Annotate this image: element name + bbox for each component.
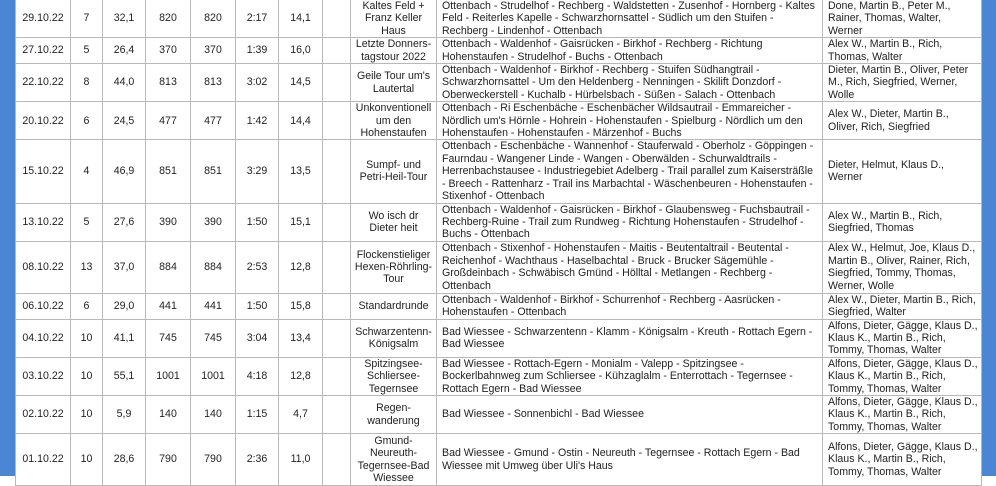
route-cell: Bad Wiessee - Rottach-Egern - Monialm - Valepp - Spitzingsee - Bockerlbahnweg zum Schliersee - Kühzaglalm - Enterrottach - Tegernsee - Rottach Egern - Bad Wiessee — [437, 357, 823, 395]
duration-cell: 3:29 — [236, 140, 279, 203]
ascent-cell: 745 — [146, 319, 191, 357]
duration-cell: 1:50 — [236, 293, 279, 319]
speed-cell: 16,0 — [279, 38, 323, 64]
table-row — [16, 140, 982, 203]
ascent-cell: 884 — [146, 241, 191, 293]
descent-cell: 1001 — [191, 357, 236, 395]
empty-cell — [323, 357, 351, 395]
table-row — [16, 395, 982, 433]
distance-cell: 24,5 — [103, 102, 146, 140]
speed-cell: 14,4 — [279, 102, 323, 140]
route-cell: Bad Wiessee - Schwarzentenn - Klamm - Königsalm - Kreuth - Rottach Egern - Bad Wiessee — [437, 319, 823, 357]
tour-name-cell: Letzte Donners-tagstour 2022 — [351, 38, 437, 64]
distance-cell: 46,9 — [103, 140, 146, 203]
date-cell: 22.10.22 — [16, 64, 71, 102]
descent-cell: 813 — [191, 64, 236, 102]
ascent-cell: 370 — [146, 38, 191, 64]
descent-cell: 441 — [191, 293, 236, 319]
participants-cell: Alex W., Helmut, Joe, Klaus D., Martin B., Oliver, Rainer, Rich, Siegfried, Tommy, Thomas, Werner, Wolle — [823, 241, 982, 293]
empty-cell — [323, 203, 351, 241]
table-row — [16, 357, 982, 395]
tour-name-cell: Sumpf- und Petri-Heil-Tour — [351, 140, 437, 203]
participant-count-cell: 10 — [71, 395, 103, 433]
duration-cell: 4:18 — [236, 357, 279, 395]
table-row — [16, 241, 982, 293]
tour-name-cell: Standardrunde — [351, 293, 437, 319]
empty-cell — [323, 38, 351, 64]
empty-cell — [323, 102, 351, 140]
date-cell: 01.10.22 — [16, 434, 71, 486]
participant-count-cell: 13 — [71, 241, 103, 293]
table-row — [16, 434, 982, 486]
left-blue-border — [0, 0, 15, 476]
tour-name-cell: Kaltes Feld + Franz Keller Haus — [351, 0, 437, 38]
speed-cell: 4,7 — [279, 395, 323, 433]
duration-cell: 1:50 — [236, 203, 279, 241]
participant-count-cell: 10 — [71, 357, 103, 395]
participant-count-cell: 10 — [71, 319, 103, 357]
ascent-cell: 820 — [146, 0, 191, 38]
table-row — [16, 0, 982, 38]
empty-cell — [323, 64, 351, 102]
empty-cell — [323, 241, 351, 293]
route-cell: Ottenbach - Waldenhof - Gaisrücken - Birkhof - Rechberg - Richtung Hohenstaufen - Strudelhof - Buchs - Ottenbach — [437, 38, 823, 64]
route-cell: Ottenbach - Eschenbäche - Wannenhof - Stauferwald - Oberholz - Göppingen - Faurndau - Wangener Linde - Wangen - Oberwälden - Schurwaldtrails - Herrenbachstausee - Industriegebiet Adelberg - Trail parallel zum Kaisersträßle - Breech - Rattenharz - Trail ins Marbachtal - Wäschenbeuren - Hohenstaufen - Stixenhof - Ottenbach — [437, 140, 823, 203]
participant-count-cell: 8 — [71, 64, 103, 102]
tour-name-cell: Regen-wanderung — [351, 395, 437, 433]
descent-cell: 790 — [191, 434, 236, 486]
distance-cell: 32,1 — [103, 0, 146, 38]
distance-cell: 27,6 — [103, 203, 146, 241]
empty-cell — [323, 319, 351, 357]
ascent-cell: 390 — [146, 203, 191, 241]
participant-count-cell: 4 — [71, 140, 103, 203]
empty-cell — [323, 140, 351, 203]
date-cell: 06.10.22 — [16, 293, 71, 319]
table-row — [16, 102, 982, 140]
speed-cell: 13,4 — [279, 319, 323, 357]
ascent-cell: 140 — [146, 395, 191, 433]
route-cell: Ottenbach - Waldenhof - Birkhof - Schurrenhof - Rechberg - Aasrücken - Hohenstaufen - Ottenbach — [437, 293, 823, 319]
ascent-cell: 477 — [146, 102, 191, 140]
duration-cell: 2:36 — [236, 434, 279, 486]
participants-cell: Alfons, Dieter, Gägge, Klaus D., Klaus K., Martin B., Rich, Tommy, Thomas, Walter — [823, 395, 982, 433]
distance-cell: 5,9 — [103, 395, 146, 433]
tour-name-cell: Flockenstieliger Hexen-Röhrling-Tour — [351, 241, 437, 293]
table-row — [16, 319, 982, 357]
descent-cell: 820 — [191, 0, 236, 38]
tour-name-cell: Unkonventionell um den Hohenstaufen — [351, 102, 437, 140]
descent-cell: 477 — [191, 102, 236, 140]
distance-cell: 26,4 — [103, 38, 146, 64]
route-cell: Ottenbach - Stixenhof - Hohenstaufen - Maitis - Beutentaltrail - Beutental - Reichenhof - Wachthaus - Haselbachtal - Bruck - Brucker Sägemühle - Großdeinbach - Schwäbisch Gmünd - Hölltal - Metlangen - Rechberg - Ottenbach — [437, 241, 823, 293]
participants-cell: Alex W., Dieter, Martin B., Oliver, Rich, Siegfried — [823, 102, 982, 140]
descent-cell: 884 — [191, 241, 236, 293]
participant-count-cell: 5 — [71, 203, 103, 241]
date-cell: 29.10.22 — [16, 0, 71, 38]
table-row — [16, 203, 982, 241]
speed-cell: 12,8 — [279, 241, 323, 293]
route-cell: Ottenbach - Strudelhof - Rechberg - Waldstetten - Zusenhof - Hornberg - Kaltes Feld - Reiterles Kapelle - Schwarzhornsattel - Südlich um den Stuifen - Rechberg - Lindenhof - Ottenbach — [437, 0, 823, 38]
distance-cell: 28,6 — [103, 434, 146, 486]
participant-count-cell: 10 — [71, 434, 103, 486]
distance-cell: 29,0 — [103, 293, 146, 319]
participants-cell: Alex W., Martin B., Rich, Thomas, Walter — [823, 38, 982, 64]
participant-count-cell: 5 — [71, 38, 103, 64]
speed-cell: 12,8 — [279, 357, 323, 395]
ascent-cell: 1001 — [146, 357, 191, 395]
participants-cell: Done, Martin B., Peter M., Rainer, Thomas, Walter, Werner — [823, 0, 982, 38]
duration-cell: 1:39 — [236, 38, 279, 64]
participants-cell: Alex W., Dieter, Martin B., Rich, Siegfried, Walter — [823, 293, 982, 319]
ascent-cell: 851 — [146, 140, 191, 203]
participants-cell: Alfons, Dieter, Gägge, Klaus D., Klaus K., Martin B., Rich, Tommy, Thomas, Walter — [823, 319, 982, 357]
date-cell: 04.10.22 — [16, 319, 71, 357]
tour-name-cell: Gmund-Neureuth-Tegernsee-Bad Wiessee — [351, 434, 437, 486]
speed-cell: 13,5 — [279, 140, 323, 203]
tour-name-cell: Spitzingsee-Schliersee-Tegernsee — [351, 357, 437, 395]
participant-count-cell: 6 — [71, 102, 103, 140]
duration-cell: 3:04 — [236, 319, 279, 357]
route-cell: Bad Wiessee - Sonnenbichl - Bad Wiessee — [437, 395, 823, 433]
empty-cell — [323, 0, 351, 38]
ascent-cell: 813 — [146, 64, 191, 102]
tour-name-cell: Wo isch dr Dieter heit — [351, 203, 437, 241]
route-cell: Ottenbach - Ri Eschenbäche - Eschenbächer Wildsautrail - Emmareicher - Nördlich um's Hörnle - Hohrein - Hohenstaufen - Spielburg - Nördlich um den Hohenstaufen - Hohenstaufen - Märzenhof - Buchs — [437, 102, 823, 140]
empty-cell — [323, 395, 351, 433]
tour-name-cell: Schwarzentenn-Königsalm — [351, 319, 437, 357]
empty-cell — [323, 434, 351, 486]
participants-cell: Alex W., Martin B., Rich, Siegfried, Thomas — [823, 203, 982, 241]
participants-cell: Dieter, Martin B., Oliver, Peter M., Rich, Siegfried, Werner, Wolle — [823, 64, 982, 102]
descent-cell: 851 — [191, 140, 236, 203]
route-cell: Bad Wiessee - Gmund - Ostin - Neureuth - Tegernsee - Rottach Egern - Bad Wiessee mit Umweg über Uli's Haus — [437, 434, 823, 486]
distance-cell: 37,0 — [103, 241, 146, 293]
participants-cell: Alfons, Dieter, Gägge, Klaus D., Klaus K., Martin B., Rich, Tommy, Thomas, Walter — [823, 357, 982, 395]
descent-cell: 140 — [191, 395, 236, 433]
speed-cell: 14,5 — [279, 64, 323, 102]
speed-cell: 11,0 — [279, 434, 323, 486]
date-cell: 27.10.22 — [16, 38, 71, 64]
duration-cell: 1:15 — [236, 395, 279, 433]
distance-cell: 55,1 — [103, 357, 146, 395]
duration-cell: 2:17 — [236, 0, 279, 38]
ascent-cell: 441 — [146, 293, 191, 319]
speed-cell: 15,8 — [279, 293, 323, 319]
duration-cell: 1:42 — [236, 102, 279, 140]
right-blue-border — [981, 0, 996, 476]
descent-cell: 390 — [191, 203, 236, 241]
tour-name-cell: Geile Tour um's Lautertal — [351, 64, 437, 102]
date-cell: 02.10.22 — [16, 395, 71, 433]
participants-cell: Alfons, Dieter, Gägge, Klaus D., Klaus K., Martin B., Rich, Tommy, Thomas, Walter — [823, 434, 982, 486]
descent-cell: 370 — [191, 38, 236, 64]
speed-cell: 15,1 — [279, 203, 323, 241]
route-cell: Ottenbach - Waldenhof - Gaisrücken - Birkhof - Glaubensweg - Fuchsbautrail - Rechberg-Ruine - Trail zum Rundweg - Richtung Hohenstaufen - Strudelhof - Buchs - Ottenbach — [437, 203, 823, 241]
table-row — [16, 38, 982, 64]
duration-cell: 2:53 — [236, 241, 279, 293]
date-cell: 20.10.22 — [16, 102, 71, 140]
speed-cell: 14,1 — [279, 0, 323, 38]
empty-cell — [323, 293, 351, 319]
table-row — [16, 64, 982, 102]
table-row — [16, 293, 982, 319]
date-cell: 13.10.22 — [16, 203, 71, 241]
participant-count-cell: 6 — [71, 293, 103, 319]
participant-count-cell: 7 — [71, 0, 103, 38]
descent-cell: 745 — [191, 319, 236, 357]
participants-cell: Dieter, Helmut, Klaus D., Werner — [823, 140, 982, 203]
date-cell: 15.10.22 — [16, 140, 71, 203]
tour-log-table — [15, 0, 982, 486]
date-cell: 08.10.22 — [16, 241, 71, 293]
route-cell: Ottenbach - Waldenhof - Birkhof - Rechberg - Stuifen Südhangtrail - Schwarzhornsattel - Um den Heldenberg - Nenningen - Skilift Donzdorf - Oberweckerstell - Kuchalb - Hürbelsbach - Süßen - Salach - Ottenbach — [437, 64, 823, 102]
date-cell: 03.10.22 — [16, 357, 71, 395]
distance-cell: 41,1 — [103, 319, 146, 357]
distance-cell: 44,0 — [103, 64, 146, 102]
duration-cell: 3:02 — [236, 64, 279, 102]
ascent-cell: 790 — [146, 434, 191, 486]
